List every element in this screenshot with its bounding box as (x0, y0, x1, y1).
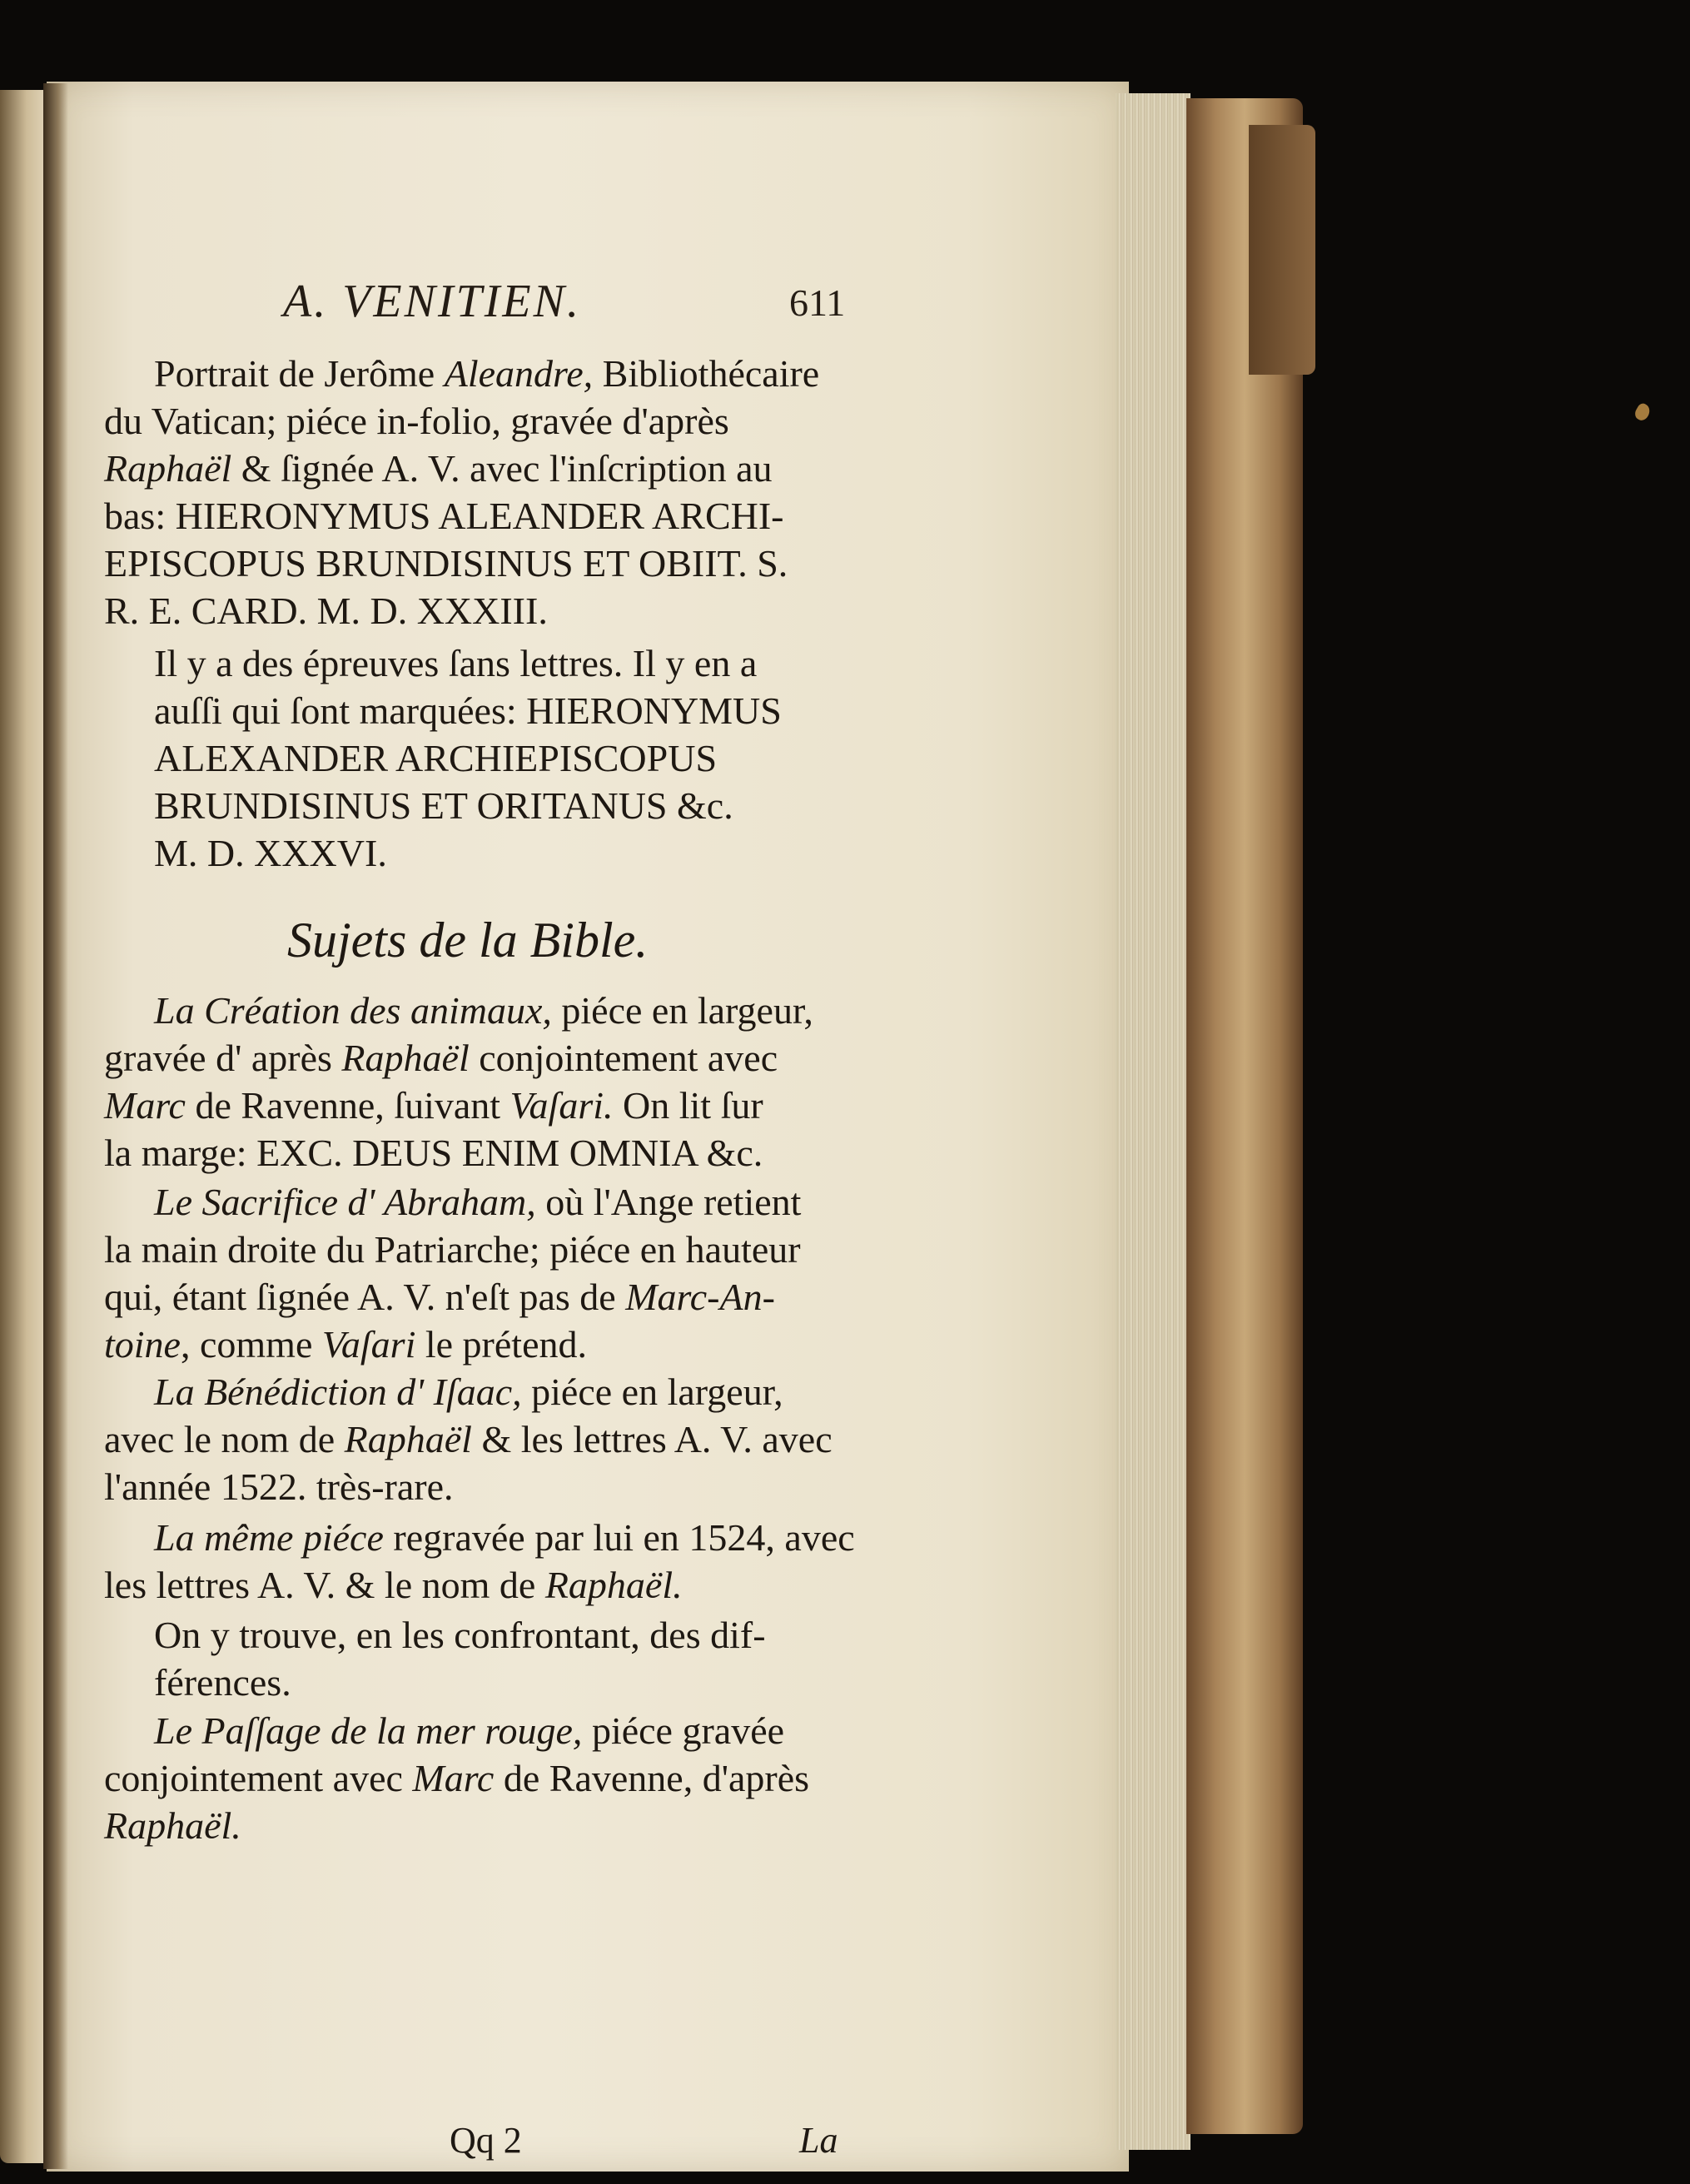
text-line (104, 397, 853, 445)
text-line (104, 1034, 853, 1082)
roman-text: conjointement avec (104, 1757, 413, 1799)
entry-benediction (104, 1368, 853, 1510)
roman-text: conjointement avec (469, 1037, 778, 1079)
italic-text: Raphaël (344, 1418, 472, 1460)
cover-tab (1249, 125, 1315, 375)
text-line (104, 1754, 853, 1802)
catchword: La (799, 2120, 838, 2161)
text-line (104, 639, 853, 687)
roman-text: Il y a des épreuves ſans lettres. Il y en a (154, 642, 758, 684)
text-line (104, 1129, 853, 1177)
text-line (104, 1082, 853, 1129)
italic-text: Marc (412, 1757, 495, 1799)
text-line (104, 587, 853, 634)
text-line (104, 1463, 853, 1510)
text-line (104, 1273, 853, 1321)
entry-creation (104, 987, 853, 1177)
text-line (104, 540, 853, 587)
italic-text: Marc-An- (625, 1276, 775, 1318)
roman-text: ALEXANDER ARCHIEPISCOPUS (154, 737, 718, 779)
roman-text: qui, étant ſignée A. V. n'eſt pas de (104, 1276, 626, 1318)
entry-confrontant (104, 1611, 853, 1706)
roman-text: gravée d' après (104, 1037, 342, 1079)
page-number: 611 (789, 281, 846, 324)
text-line (104, 987, 853, 1034)
italic-text: Le Paſſage de la mer rouge, (154, 1709, 583, 1752)
gutter-shadow (43, 83, 68, 2169)
text-line (104, 1514, 853, 1561)
roman-text: bas: HIERONYMUS ALEANDER ARCHI- (104, 495, 784, 537)
running-head: A. VENITIEN. (283, 276, 581, 327)
text-line (104, 687, 853, 734)
roman-text: piéce en largeur, (521, 1371, 783, 1413)
roman-text: Bibliothécaire (593, 352, 820, 395)
section-heading: Sujets de la Bible. (287, 913, 649, 968)
text-line (104, 1368, 853, 1415)
roman-text: férences. (154, 1661, 291, 1704)
roman-text: On y trouve, en les confrontant, des dif- (154, 1614, 766, 1656)
roman-text: & ſignée A. V. avec l'inſcription au (231, 447, 773, 490)
text-line (104, 1802, 853, 1849)
roman-text: & les lettres A. V. avec (471, 1418, 833, 1460)
text-line (104, 1415, 853, 1463)
text-line (104, 492, 853, 540)
roman-text: le prétend. (415, 1323, 587, 1366)
italic-text: Le Sacrifice d' Abraham, (154, 1181, 536, 1223)
italic-text: La Création des animaux, (154, 989, 552, 1032)
italic-text: Marc (104, 1084, 186, 1127)
text-line (104, 1611, 853, 1659)
italic-text: Raphaël. (544, 1564, 683, 1606)
roman-text: de Ravenne, ſuivant (185, 1084, 510, 1127)
text-line (104, 350, 853, 397)
italic-text: Raphaël. (104, 1804, 241, 1847)
text-line (104, 1226, 853, 1273)
roman-text: de Ravenne, d'après (494, 1757, 810, 1799)
italic-text: Raphaël (104, 447, 232, 490)
book-cover-edge (1186, 98, 1303, 2134)
text-line (104, 445, 853, 492)
roman-text: la main droite du Patriarche; piéce en hauteur (104, 1228, 801, 1271)
page-edges (1116, 93, 1190, 2150)
text-line (104, 1321, 853, 1368)
italic-text: Aleandre, (444, 352, 594, 395)
roman-text: piéce en largeur, (551, 989, 813, 1032)
roman-text: la marge: EXC. DEUS ENIM OMNIA &c. (104, 1132, 763, 1174)
roman-text: , comme (180, 1323, 322, 1366)
text-line (104, 1178, 853, 1226)
text-line (104, 1659, 853, 1706)
roman-text: l'année 1522. très-rare. (104, 1465, 454, 1508)
left-page-edge (0, 90, 48, 2163)
roman-text: M. D. XXXVI. (154, 832, 387, 874)
roman-text: avec le nom de (104, 1418, 345, 1460)
signature-mark: Qq 2 (450, 2120, 522, 2161)
italic-text: La Bénédiction d' Iſaac, (154, 1371, 522, 1413)
text-line (104, 782, 853, 829)
italic-text: Raphaël (341, 1037, 470, 1079)
roman-text: Portrait de Jerôme (154, 352, 445, 395)
roman-text: piéce gravée (582, 1709, 785, 1752)
text-line (104, 1707, 853, 1754)
roman-text: les lettres A. V. & le nom de (104, 1564, 545, 1606)
italic-text: toine (104, 1323, 181, 1366)
roman-text: On lit ſur (613, 1084, 763, 1127)
entry-meme-piece (104, 1514, 853, 1609)
roman-text: regravée par lui en 1524, avec (383, 1516, 855, 1559)
text-line (104, 734, 853, 782)
roman-text: où l'Ange retient (535, 1181, 802, 1223)
speck (1633, 401, 1653, 422)
italic-text: La même piéce (154, 1516, 384, 1559)
roman-text: du Vatican; piéce in-folio, gravée d'après (104, 400, 729, 442)
entry-epreuves (104, 639, 853, 877)
entry-passage (104, 1707, 853, 1849)
entry-aleandre (104, 350, 853, 634)
text-line (104, 829, 853, 877)
roman-text: BRUNDISINUS ET ORITANUS &c. (154, 784, 733, 827)
italic-text: Vaſari (321, 1323, 416, 1366)
italic-text: Vaſari. (509, 1084, 614, 1127)
roman-text: auſſi qui ſont marquées: HIERONYMUS (154, 689, 782, 732)
roman-text: R. E. CARD. M. D. XXXIII. (104, 590, 548, 632)
entry-sacrifice (104, 1178, 853, 1368)
text-line (104, 1561, 853, 1609)
roman-text: EPISCOPUS BRUNDISINUS ET OBIIT. S. (104, 542, 788, 585)
